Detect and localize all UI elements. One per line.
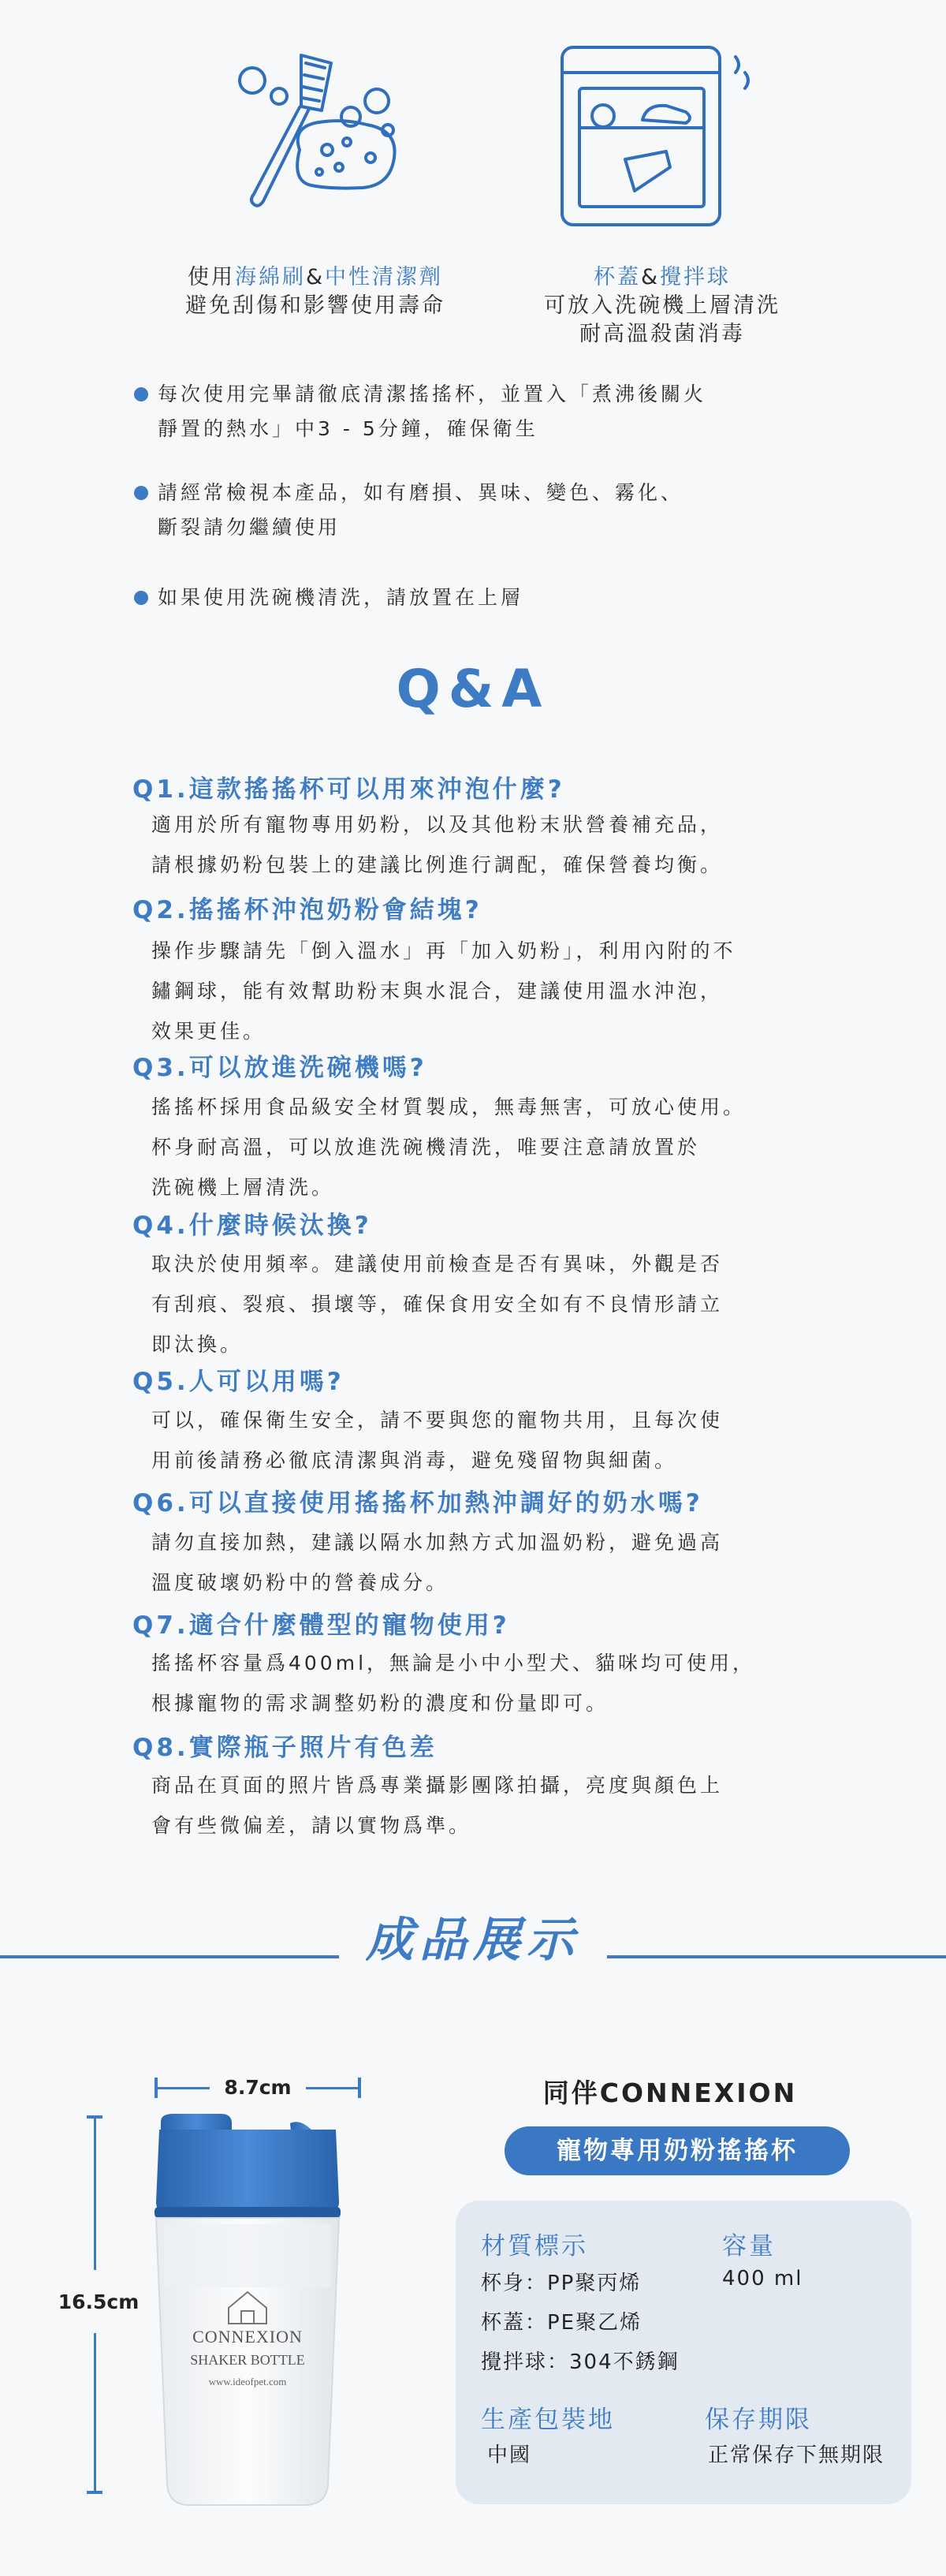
shaker-bottle-image [150,2114,371,2508]
dishwasher-illustration [556,41,761,230]
height-label: 16.5cm [58,2290,140,2313]
divider-right [607,1955,946,1958]
sponge-caption: 使用海綿刷&中性清潔劑 避免刮傷和影響使用壽命 [185,265,445,318]
origin-value: 中國 [487,2443,532,2467]
question: Q5.人可以用嗎? [132,1368,345,1396]
showcase-title: 成品展示 [366,1913,580,1968]
material-label: 材質標示 [481,2232,588,2261]
divider-left [0,1955,339,1958]
qa-title: Q&A [396,659,550,719]
question: Q8.實際瓶子照片有色差 [132,1734,438,1762]
shelf-life-label: 保存期限 [705,2406,812,2434]
bottle-brand-text: CONNEXION [192,2327,303,2346]
note-item: 每次使用完畢請徹底清潔搖搖杯，並置入「煮沸後關火 靜置的熱水」中3 - 5分鐘，確保衛生 [158,377,836,446]
bullet-dot [134,591,148,605]
question: Q6.可以直接使用搖搖杯加熱沖調好的奶水嗎? [132,1489,703,1518]
question: Q1.這款搖搖杯可以用來沖泡什麼? [132,775,565,804]
answer: 搖搖杯採用食品級安全材質製成，無毒無害，可放心使用。 杯身耐高溫，可以放進洗碗機清洗，唯要注意請放置於 洗碗機上層清洗。 [151,1096,747,1199]
answer: 取決於使用頻率。建議使用前檢查是否有異味，外觀是否 有刮痕、裂痕、損壞等，確保食用安全如有不良情形請立 即汰換。 [151,1253,724,1356]
answer: 適用於所有寵物專用奶粉，以及其他粉末狀營養補充品， 請根據奶粉包裝上的建議比例進行調配，確保營養均衡。 [151,813,724,876]
product-name-badge [505,2126,850,2175]
material-value: 杯蓋：PE聚乙烯 [481,2311,642,2335]
question: Q2.搖搖杯沖泡奶粉會結塊? [132,896,482,924]
question: Q7.適合什麼體型的寵物使用? [132,1611,510,1640]
answer: 請勿直接加熱，建議以隔水加熱方式加溫奶粉，避免過高 溫度破壞奶粉中的營養成分。 [151,1531,724,1594]
bullet-dot [134,387,148,401]
material-value: 攪拌球：304不銹鋼 [481,2350,680,2374]
origin-label: 生產包裝地 [481,2406,615,2434]
sponge-brush-icon [213,32,426,237]
bottle-name-text: SHAKER BOTTLE [190,2352,305,2368]
brand-name: 同伴CONNEXION [542,2078,798,2108]
width-dimension [155,2076,361,2100]
bullet-dot [134,486,148,500]
note-item: 請經常檢視本產品，如有磨損、異味、變色、霧化、 斷裂請勿繼續使用 [158,476,836,545]
question: Q3.可以放進洗碗機嗎? [132,1054,427,1082]
answer: 可以，確保衛生安全，請不要與您的寵物共用，且每次使 用前後請務必徹底清潔與消毒，避免殘留物與細菌。 [151,1409,724,1472]
note-item: 如果使用洗碗機清洗，請放置在上層 [158,581,836,615]
dishwasher-caption: 杯蓋&攪拌球 可放入洗碗機上層清洗 耐高溫殺菌消毒 [544,265,780,346]
capacity-value: 400 ml [722,2267,803,2290]
width-label: 8.7cm [224,2076,292,2099]
material-value: 杯身：PP聚丙烯 [481,2272,642,2295]
capacity-label: 容量 [722,2232,776,2261]
answer: 操作步驟請先「倒入溫水」再「加入奶粉」，利用內附的不 鏽鋼球，能有效幫助粉末與水混合，建議使用溫水沖泡， 效果更佳。 [151,939,736,1043]
answer: 商品在頁面的照片皆爲專業攝影團隊拍攝，亮度與顏色上 會有些微偏差，請以實物爲準。 [151,1774,724,1837]
sponge-brush-illustration [213,32,426,237]
question: Q4.什麼時候汰換? [132,1211,372,1240]
dishwasher-icon [556,41,761,230]
shelf-life-value: 正常保存下無期限 [708,2443,885,2467]
answer: 搖搖杯容量爲400ml，無論是小中小型犬、貓咪均可使用， 根據寵物的需求調整奶粉的濃度和份量即可。 [151,1652,756,1715]
bottle-url-text: www.ideofpet.com [208,2376,287,2387]
product-name: 寵物專用奶粉搖搖杯 [557,2137,798,2165]
